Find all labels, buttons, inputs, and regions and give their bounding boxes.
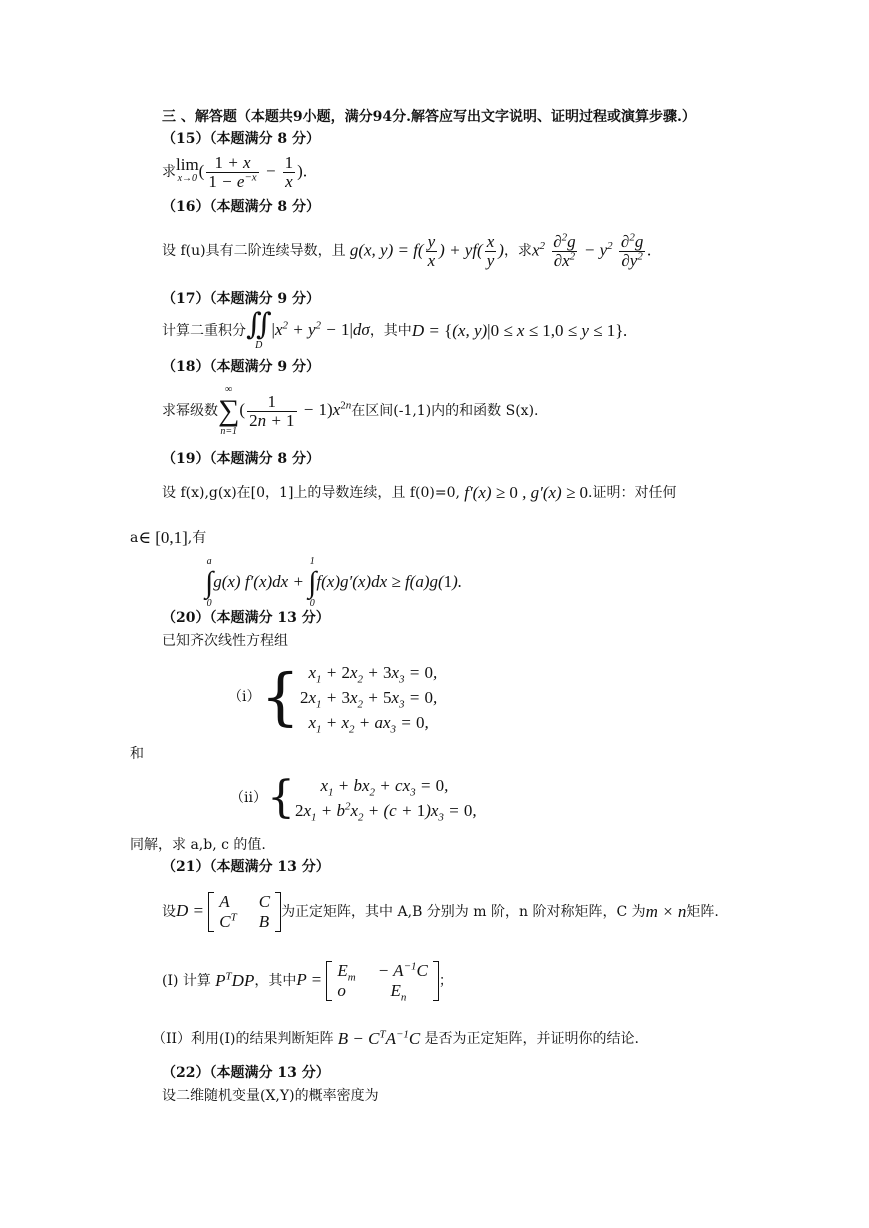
problem-17-text1: 计算二重积分 (162, 323, 246, 339)
problem-19-body (162, 482, 677, 504)
problem-16-body (162, 230, 652, 272)
problem-16-expression: $x^2$ $\frac{\partial^2g}{\partial x^2}$ − $y^2$ $\frac{\partial^2g}{\partial y^2}$ . (531, 230, 652, 270)
problem-20-conclusion: 同解，求 a,b, c 的值. (130, 837, 266, 853)
problem-22-header: （22）（本题满分 13 分） (162, 1065, 330, 1081)
problem-19-line2-suffix: ,有 (187, 530, 207, 546)
problem-21-matrix-P: P = $E_m$ − $A^{-1}C$ o $E_n$ (296, 961, 439, 1001)
problem-17-integral: ∬ D $|x^2 + y^2 - 1|d\sigma$ (246, 308, 370, 351)
problem-19-text2: .证明：对任何 (588, 485, 677, 501)
problem-21-text3: 矩阵. (686, 904, 719, 920)
problem-21-header: （21）（本题满分 13 分） (162, 859, 330, 875)
problem-20-system-i: （i） { $x_1 + 2x_2 + 3x_3 = 0$, $2x_1 + 3x_2 + 5x_3 = 0$, $x_1 + x_2 + ax_3 = 0$, (228, 660, 438, 735)
problem-15-prefix: 求 (162, 164, 176, 180)
problem-17-domain: D = {(x, y)|0 ≤ x ≤ 1,0 ≤ y ≤ 1}. (411, 321, 628, 340)
problem-21-schur: $B - C^TA^{-1}C$ (333, 1028, 425, 1048)
problem-15-body (162, 150, 307, 194)
problem-19-header: （19）（本题满分 8 分） (162, 451, 320, 467)
problem-20-system-ii: （ii） { $x_1 + bx_2 + cx_3 = 0$, $2x_1 + b^2x_2 + (c + 1)x_3 = 0$, (230, 772, 477, 824)
problem-16-header: （16）（本题满分 8 分） (162, 199, 320, 215)
problem-21-part1-mid: ，其中 (254, 973, 297, 989)
problem-20-and: 和 (130, 746, 144, 762)
problem-19-line2-prefix: a (130, 530, 139, 546)
problem-20-intro: 已知齐次线性方程组 (162, 633, 288, 649)
problem-21-size: m × n (645, 902, 687, 921)
problem-16-text1: 设 f(u)具有二阶连续导数，且 (162, 243, 346, 259)
problem-20-label-ii: （ii） (230, 790, 267, 806)
problem-16-text2: ，求 (503, 243, 532, 259)
problem-21-part2 (152, 1028, 639, 1050)
problem-19-interval: ∈ [0,1] (138, 528, 188, 547)
problem-17-text2: ，其中 (369, 323, 412, 339)
problem-19-text1: 设 f(x),g(x)在[0，1]上的导数连续，且 f(0)=0, (162, 485, 460, 501)
problem-21-part2-end: 是否为正定矩阵，并证明你的结论. (424, 1031, 639, 1047)
problem-21-text2: 为正定矩阵，其中 A,B 分别为 m 阶，n 阶对称矩阵，C 为 (281, 904, 646, 920)
problem-20-header: （20）（本题满分 13 分） (162, 610, 330, 626)
problem-21-body (162, 886, 719, 938)
problem-21-product: $P^TDP$ (210, 970, 255, 990)
problem-21-part1-label: (I) 计算 (162, 973, 211, 989)
problem-21-part1 (162, 954, 453, 1008)
problem-17-header: （17）（本题满分 9 分） (162, 291, 320, 307)
problem-19-inequality: a ∫ 0 g(x) f′(x)dx + 1 ∫ 0 f(x)g′(x)dx ≥ f(a)g(1). (205, 556, 463, 609)
problem-21-part1-end: ； (438, 973, 453, 989)
problem-16-function: g(x, y) = f( $\frac{y}{x}$ ) + yf( $\frac{x}{y}$ ) (345, 231, 504, 270)
problem-15-formula: lim x→0 ( $\frac{1 + x}{1 - e^{-x}}$ − $\frac{1}{x}$ ). (176, 152, 308, 191)
problem-18-body (162, 386, 538, 436)
problem-17-body (162, 308, 628, 351)
problem-21-text1: 设 (162, 904, 176, 920)
problem-22-text: 设二维随机变量(X,Y)的概率密度为 (162, 1088, 379, 1104)
problem-21-part2-label: （II）利用(I)的结果判断矩阵 (152, 1031, 334, 1047)
section-title: 三 、解答题（本题共9小题，满分94分.解答应写出文字说明、证明过程或演算步骤.） (162, 109, 696, 125)
problem-21-matrix-D: D = A C $C^T$ B (176, 892, 281, 932)
problem-18-series: ∞ ∑ n=1 ( $\frac{1}{2n + 1}$ − $1)x^{2n}$ (218, 384, 352, 437)
problem-18-text1: 求幂级数 (162, 403, 218, 419)
problem-19-conditions: f′(x) ≥ 0 , g′(x) ≥ 0 (459, 483, 589, 502)
problem-15-header: （15）（本题满分 8 分） (162, 131, 320, 147)
problem-18-text2: 在区间(-1,1)内的和函数 S(x). (351, 403, 539, 419)
problem-18-header: （18）（本题满分 9 分） (162, 359, 320, 375)
problem-19-line2 (130, 527, 206, 549)
problem-20-label-i: （i） (228, 689, 261, 705)
